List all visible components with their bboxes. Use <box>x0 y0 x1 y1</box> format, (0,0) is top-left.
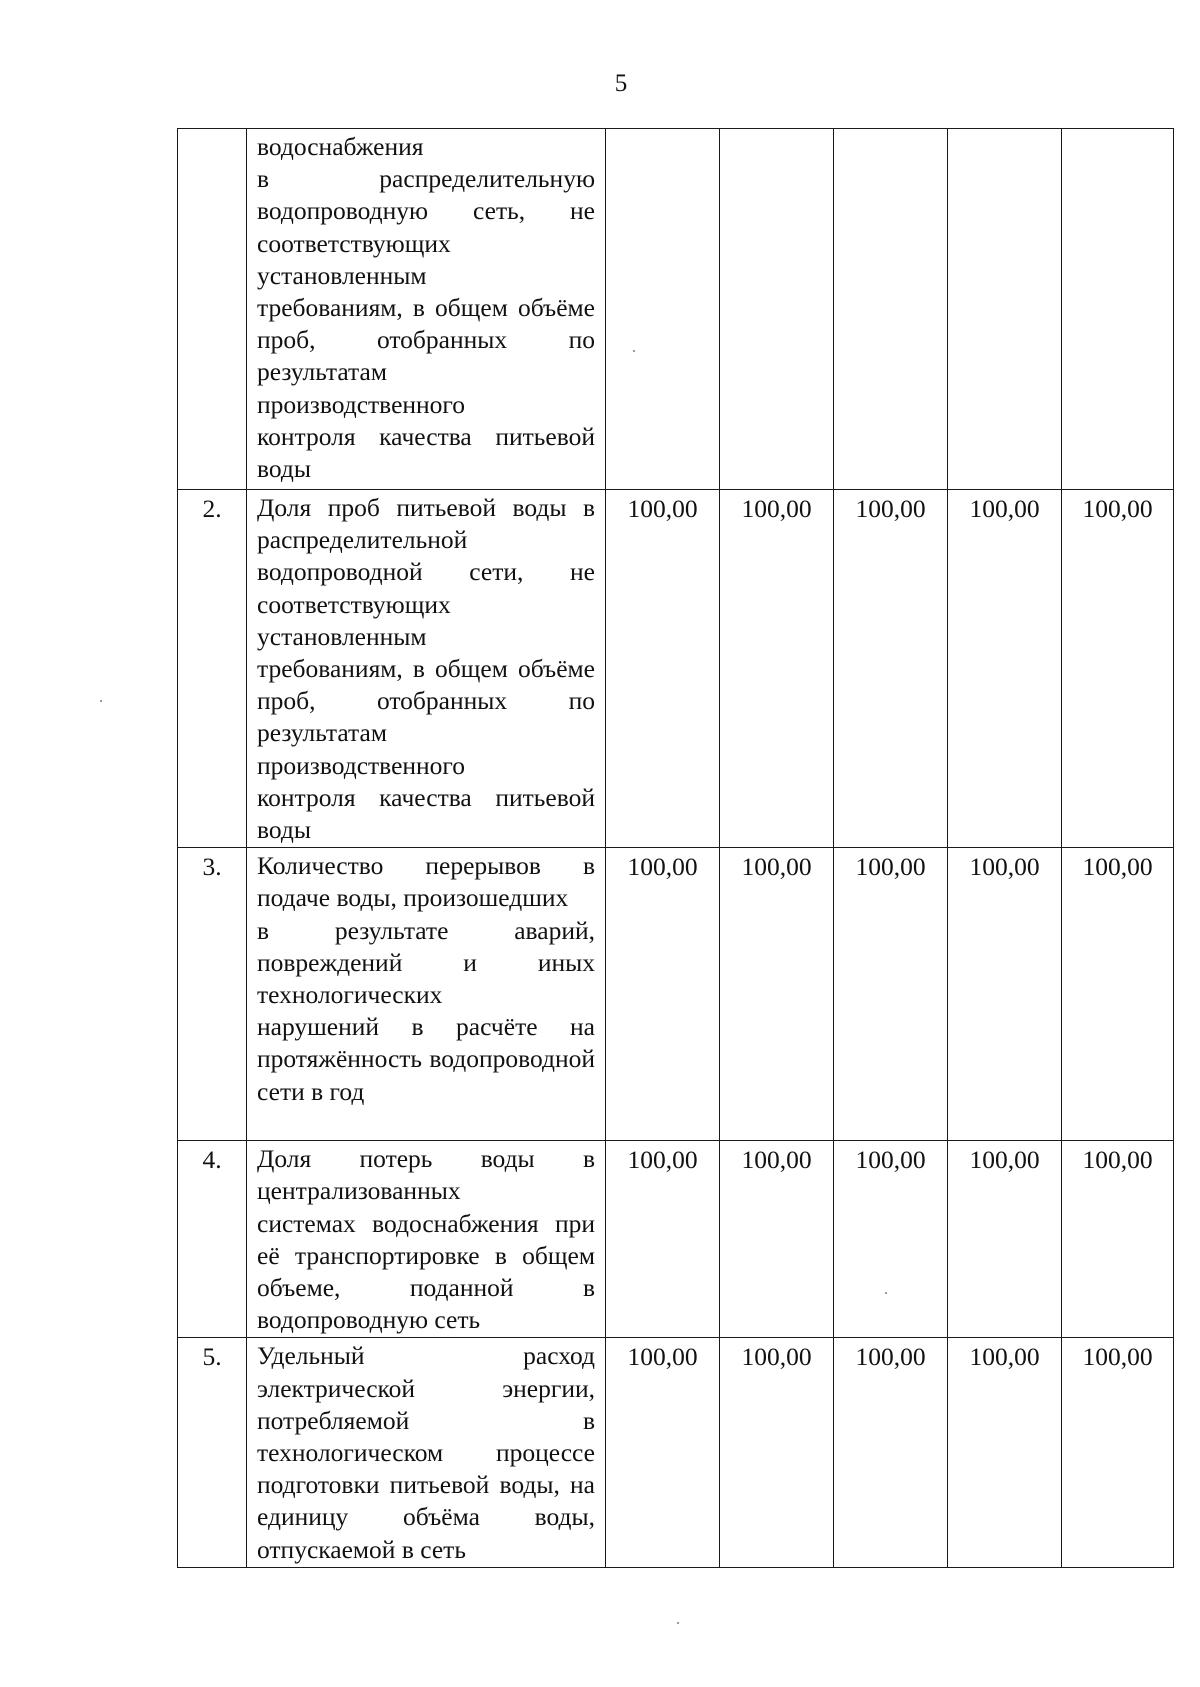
value-cell: 100,00 <box>720 848 834 1141</box>
scan-speck <box>885 1292 887 1294</box>
indicator-description: Количество перерывов в подаче воды, произошедших в результате аварий, повреждений и иных технологических нарушений в расчёте на протяжённость водопроводной сети в год <box>247 848 606 1141</box>
value-cell: 100,00 <box>720 1141 834 1338</box>
row-number: 2. <box>178 490 247 848</box>
value-cell: 100,00 <box>948 1338 1062 1567</box>
value-cell: 100,00 <box>606 490 720 848</box>
scan-speck <box>677 1622 679 1624</box>
row-number: 3. <box>178 848 247 1141</box>
indicator-description: Доля потерь воды в централизованных системах водоснабжения при её транспортировке в общем объеме, поданной в водопроводную сеть <box>247 1141 606 1338</box>
row-number: 4. <box>178 1141 247 1338</box>
value-cell: 100,00 <box>834 1338 948 1567</box>
value-cell <box>606 129 720 490</box>
indicator-description: водоснабжения в распределительную водопроводную сеть, не соответствующих установленным требованиям, в общем объёме проб, отобранных по результатам производственного контроля качества питьевой воды <box>247 129 606 490</box>
value-cell: 100,00 <box>948 848 1062 1141</box>
value-cell: 100,00 <box>606 1141 720 1338</box>
value-cell <box>720 129 834 490</box>
table-row <box>178 1141 1174 1338</box>
value-cell: 100,00 <box>834 848 948 1141</box>
table-row <box>178 848 1174 1141</box>
value-cell: 100,00 <box>606 1338 720 1567</box>
row-number: 5. <box>178 1338 247 1567</box>
indicator-description: Доля проб питьевой воды в распределительной водопроводной сети, не соответствующих установленным требованиям, в общем объёме проб, отобранных по результатам производственного контроля качества питьевой воды <box>247 490 606 848</box>
indicator-description: Удельный расход электрической энергии, потребляемой в технологическом процессе подготовки питьевой воды, на единицу объёма воды, отпускаемой в сеть <box>247 1338 606 1567</box>
table-row <box>178 490 1174 848</box>
value-cell: 100,00 <box>1062 490 1174 848</box>
value-cell: 100,00 <box>1062 1338 1174 1567</box>
scan-speck <box>633 350 635 352</box>
value-cell: 100,00 <box>1062 1141 1174 1338</box>
value-cell: 100,00 <box>720 490 834 848</box>
indicators-table <box>177 128 1174 1568</box>
value-cell: 100,00 <box>948 490 1062 848</box>
row-number <box>178 129 247 490</box>
value-cell: 100,00 <box>606 848 720 1141</box>
value-cell: 100,00 <box>1062 848 1174 1141</box>
scan-speck <box>100 700 102 702</box>
value-cell: 100,00 <box>834 1141 948 1338</box>
value-cell: 100,00 <box>834 490 948 848</box>
value-cell <box>834 129 948 490</box>
page-number: 5 <box>614 70 628 97</box>
value-cell: 100,00 <box>948 1141 1062 1338</box>
table-row <box>178 129 1174 490</box>
value-cell <box>948 129 1062 490</box>
value-cell: 100,00 <box>720 1338 834 1567</box>
table-row <box>178 1338 1174 1567</box>
value-cell <box>1062 129 1174 490</box>
